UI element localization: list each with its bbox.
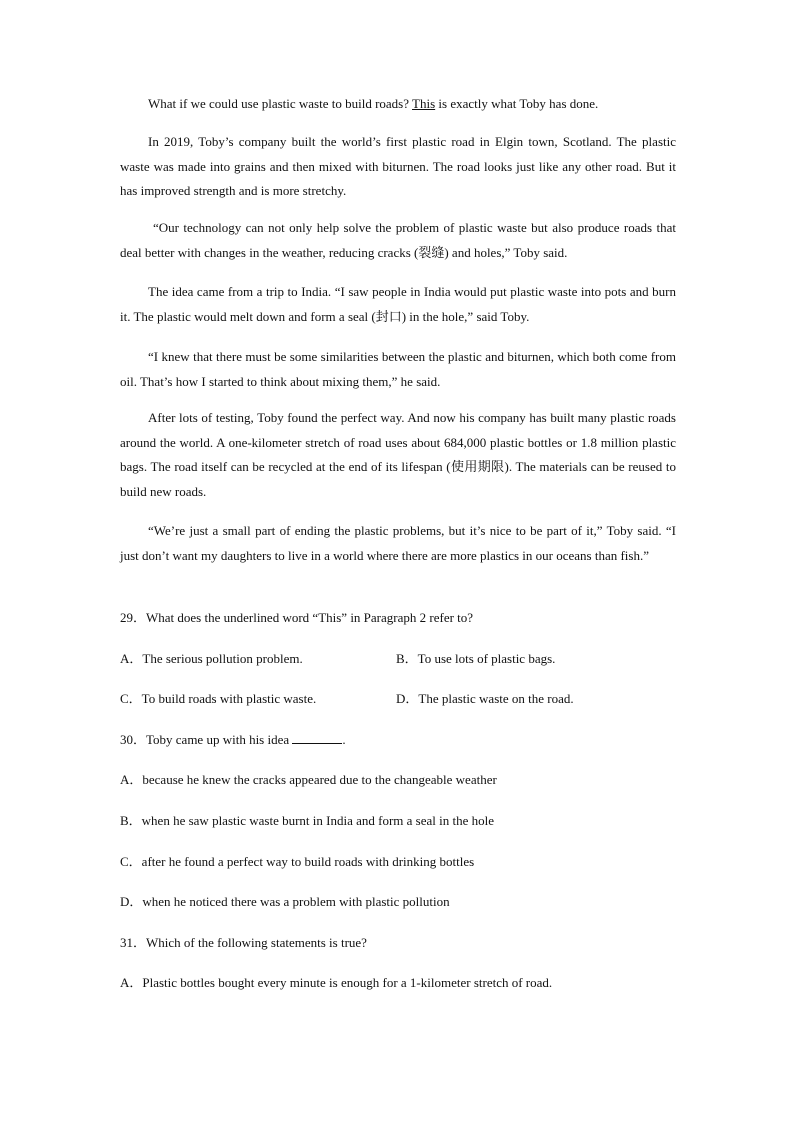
question-29-option-a[interactable]: A．The serious pollution problem.: [120, 651, 303, 666]
question-31-option-a[interactable]: A．Plastic bottles bought every minute is enough for a 1-kilometer stretch of road.: [120, 975, 553, 990]
passage-paragraph-2: In 2019, Toby’s company built the world’s first plastic road in Elgin town, Scotland. The plastic waste was made into grains and then mixed with biturnen. The road looks just like any other road. But it has improved strength and is more stretchy.: [120, 134, 676, 198]
passage-paragraph-3: “Our technology can not only help solve the problem of plastic waste but also produce roads that deal better with changes in the weather, reducing cracks (裂缝) and holes,” Toby said.: [120, 220, 676, 260]
question-29-option-b[interactable]: B．To use lots of plastic bags.: [396, 651, 556, 666]
question-30-option-d[interactable]: D．when he noticed there was a problem with plastic pollution: [120, 894, 450, 909]
question-30-option-a[interactable]: A．because he knew the cracks appeared due to the changeable weather: [120, 772, 497, 787]
question-29-option-d[interactable]: D．The plastic waste on the road.: [396, 691, 574, 706]
question-29-option-c[interactable]: C．To build roads with plastic waste.: [120, 691, 317, 706]
passage-paragraph-6: After lots of testing, Toby found the perfect way. And now his company has built many plastic roads around the world. A one-kilometer stretch of road uses about 684,000 plastic bottles or 1.8 million plastic bags. The road itself can be recycled at the end of its lifespan (使用期限). The materials can be reused to build new roads.: [120, 410, 676, 499]
underlined-word-this: This: [412, 96, 436, 111]
passage-paragraph-7: “We’re just a small part of ending the plastic problems, but it’s nice to be part of it,” Toby said. “I just don’t want my daughters to live in a world where there are more plastics in our oceans than fish.”: [120, 523, 676, 563]
question-31-stem: 31．Which of the following statements is true?: [120, 935, 367, 950]
p1-text-before: What if we could use plastic waste to build roads?: [148, 96, 413, 111]
p1-text-after: is exactly what Toby has done.: [435, 96, 599, 111]
passage-paragraph-5: “I knew that there must be some similarities between the plastic and biturnen, which both come from oil. That’s how I started to think about mixing them,” he said.: [120, 349, 676, 389]
question-30-option-b[interactable]: B．when he saw plastic waste burnt in India and form a seal in the hole: [120, 813, 495, 828]
question-30-option-c[interactable]: C．after he found a perfect way to build roads with drinking bottles: [120, 854, 475, 869]
answer-blank: [292, 732, 342, 744]
q30-stem-text: 30．Toby came up with his idea: [120, 732, 293, 747]
passage-paragraph-4: The idea came from a trip to India. “I saw people in India would put plastic waste into pots and burn it. The plastic would melt down and form a seal (封口) in the hole,” said Toby.: [120, 284, 676, 324]
passage-paragraph-1: [120, 92, 676, 117]
question-29-stem: 29．What does the underlined word “This” in Paragraph 2 refer to?: [120, 610, 474, 625]
q30-stem-end: .: [342, 732, 346, 747]
question-30-stem: [120, 730, 346, 750]
